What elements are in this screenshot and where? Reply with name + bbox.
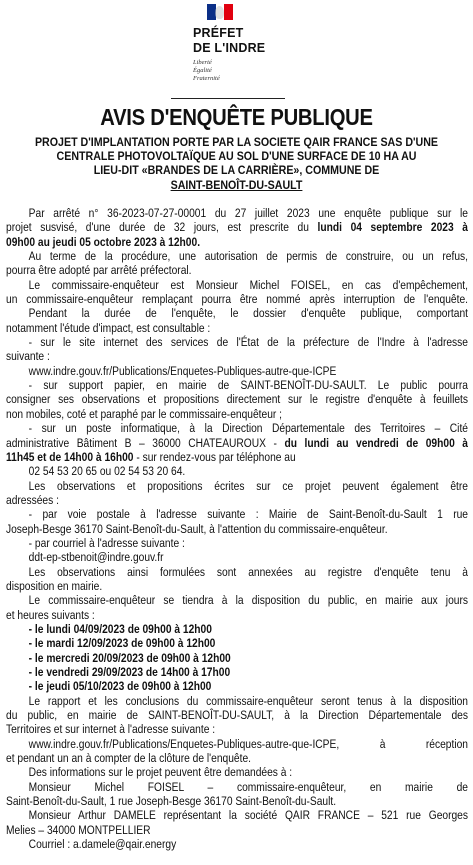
body-text: Le rapport et les conclusions du commissaire-enquêteur seront tenus à la disposition — [28, 693, 469, 708]
body-line — [6, 522, 468, 536]
body-line — [6, 306, 468, 320]
body-line — [6, 765, 473, 779]
body-text: notamment l'étude d'impact, est consultable : — [6, 320, 211, 335]
prefecture-name-line1: PRÉFET — [193, 26, 244, 40]
body-line — [6, 651, 473, 665]
body-line — [6, 593, 468, 607]
body-line — [6, 536, 473, 550]
notice-body — [6, 206, 468, 851]
body-text: Des informations sur le projet peuvent être demandées à : — [28, 765, 293, 780]
bold-text: - le mardi 12/09/2023 de 09h00 à 12h00 — [28, 636, 216, 651]
body-line — [6, 679, 473, 693]
body-line — [6, 493, 468, 507]
body-line — [6, 837, 473, 851]
body-line — [6, 579, 468, 593]
prefecture-name-line2: DE L'INDRE — [193, 41, 266, 55]
bold-text: - le vendredi 29/09/2023 de 14h00 à 17h00 — [28, 665, 231, 679]
body-text: Les observations et propositions écrites sur ce projet peuvent également être — [28, 478, 469, 493]
body-text: Au terme de la procédure, une autorisation de permis de construire, ou un refus, — [28, 249, 469, 264]
body-line — [6, 407, 468, 421]
body-line — [6, 737, 468, 751]
body-line — [6, 823, 468, 837]
body-text: 02 54 53 20 65 ou 02 54 53 20 64. — [28, 464, 186, 479]
body-line — [6, 636, 473, 650]
subtitle-line: LIEU-DIT «BRANDES DE LA CARRIÈRE», COMMUNE DE — [93, 163, 380, 178]
body-line — [6, 220, 468, 234]
motto-liberte: Liberté — [193, 59, 212, 66]
body-text: Monsieur Arthur DAMELE représentant la société QAIR FRANCE – 521 rue Georges — [28, 808, 469, 823]
body-line — [6, 335, 468, 349]
motto-fraternite: Fraternité — [193, 75, 220, 82]
body-text: Le commissaire-enquêteur se tiendra à la disposition du public, en mairie aux jours — [28, 593, 469, 608]
body-text: consigner ses observations et propositions directement sur le registre d'enquête à feuillets — [6, 392, 468, 407]
page-title: AVIS D'ENQUÊTE PUBLIQUE — [100, 104, 373, 130]
body-line — [6, 565, 468, 579]
body-line — [6, 421, 468, 435]
body-line — [6, 665, 473, 679]
body-text: un commissaire-enquêteur remplaçant pourra être nommé après interruption de l'enquête. — [6, 292, 468, 307]
body-line — [6, 694, 468, 708]
body-text: - sur support papier, en mairie de SAINT-BENOÎT-DU-SAULT. Le public pourra — [28, 378, 469, 393]
body-line — [6, 321, 468, 335]
body-line — [6, 751, 468, 765]
body-line — [6, 206, 468, 220]
body-line — [6, 378, 468, 392]
bold-text: du lundi au vendredi de 09h00 à — [284, 435, 468, 450]
subtitle-line: PROJET D'IMPLANTATION PORTE PAR LA SOCIETE QAIR FRANCE SAS D'UNE — [34, 135, 439, 149]
header-divider — [171, 98, 285, 99]
motto-egalite: Égalité — [193, 67, 212, 74]
body-line — [6, 507, 468, 521]
subtitle-line: SAINT-BENOÎT-DU-SAULT — [170, 177, 303, 192]
body-line — [6, 780, 468, 794]
body-text: Territoires et sur internet à l'adresse suivante : — [6, 722, 216, 737]
body-text: www.indre.gouv.fr/Publications/Enquetes-Publiques-autre-que-ICPE, à réception — [28, 736, 469, 751]
body-line — [6, 292, 468, 306]
body-text: - sur rendez-vous par téléphone au — [133, 449, 296, 464]
body-text: Saint-Benoît-du-Sault, 1 rue Joseph-Besge 36170 Saint-Benoît-du-Sault. — [6, 794, 337, 809]
body-line — [6, 235, 468, 249]
body-text: pourra être adopté par arrêté préfectoral. — [6, 263, 192, 278]
body-line — [6, 450, 468, 464]
body-line — [6, 622, 473, 636]
body-text: projet susvisé, d'une durée de 32 jours, est prescrite du — [6, 220, 318, 235]
body-line — [6, 479, 468, 493]
body-text: Pendant la durée de l'enquête, le dossier d'enquête publique, comportant — [28, 306, 469, 321]
body-line — [6, 464, 473, 478]
body-text: Monsieur Michel FOISEL – commissaire-enquêteur, en mairie de — [28, 779, 469, 794]
body-line — [6, 392, 468, 406]
body-text: adressées : — [6, 492, 59, 507]
bold-text: - le lundi 04/09/2023 de 09h00 à 12h00 — [28, 621, 212, 636]
body-text: disposition en mairie. — [6, 578, 103, 593]
body-text: Joseph-Besge 36170 Saint-Benoît-du-Sault, à l'attention du commissaire-enquêteur. — [6, 521, 388, 536]
bold-text: - le jeudi 05/10/2023 de 09h00 à 12h00 — [28, 679, 212, 694]
body-line — [6, 249, 468, 263]
body-text: - par voie postale à l'adresse suivante : Mairie de Saint-Benoît-du-Sault 1 rue — [28, 507, 469, 522]
body-line — [6, 608, 468, 622]
body-text: administrative Bâtiment B – 36000 CHATEAUROUX - — [6, 435, 285, 450]
bold-text: 11h45 et de 14h00 à 16h00 — [6, 449, 134, 464]
body-text: - sur un poste informatique, à la Direction Départementale des Territoires – Cité — [28, 421, 469, 436]
body-line — [6, 436, 468, 450]
body-text: - par courriel à l'adresse suivante : — [28, 535, 185, 550]
body-text: et pendant un an à compter de la clôture de l'enquête. — [6, 751, 251, 766]
body-text: Les observations ainsi formulées sont annexées au registre d'enquête tenu à — [28, 564, 469, 579]
body-line — [6, 263, 468, 277]
body-text: et heures suivants : — [6, 607, 95, 622]
project-subtitle — [0, 135, 473, 192]
body-text: - sur le site internet des services de l'État de la préfecture de l'Indre à l'adresse — [28, 335, 469, 350]
body-line — [6, 808, 468, 822]
body-text: Le commissaire-enquêteur est Monsieur Michel FOISEL, en cas d'empêchement, — [28, 277, 469, 292]
body-line — [6, 550, 473, 564]
body-line — [6, 722, 468, 736]
subtitle-line: CENTRALE PHOTOVOLTAÏQUE AU SOL D'UNE SURFACE DE 10 HA AU — [56, 149, 417, 164]
body-text: www.indre.gouv.fr/Publications/Enquetes-Publiques-autre-que-ICPE — [28, 363, 337, 378]
body-text: ddt-ep-stbenoit@indre.gouv.fr — [28, 550, 164, 565]
body-line — [6, 278, 468, 292]
body-line — [6, 364, 473, 378]
bold-text: - le mercredi 20/09/2023 de 09h00 à 12h00 — [28, 650, 231, 665]
body-text: Courriel : a.damele@qair.energy — [28, 837, 177, 852]
body-text: non mobiles, coté et paraphé par le commissaire-enquêteur ; — [6, 406, 283, 421]
marianne-flag-icon — [207, 4, 233, 20]
body-text: du public, en mairie de SAINT-BENOÎT-DU-SAULT, à la Direction Départementale des — [6, 708, 468, 723]
body-text: Melies – 34000 MONTPELLIER — [6, 822, 151, 837]
body-line — [6, 794, 468, 808]
body-text: Par arrêté n° 36-2023-07-27-00001 du 27 juillet 2023 une enquête publique sur le — [28, 206, 469, 220]
body-text: suivante : — [6, 349, 50, 364]
bold-text: 09h00 au jeudi 05 octobre 2023 à 12h00. — [6, 234, 201, 249]
body-line — [6, 349, 468, 363]
body-line — [6, 708, 468, 722]
bold-text: lundi 04 septembre 2023 à — [317, 220, 468, 235]
